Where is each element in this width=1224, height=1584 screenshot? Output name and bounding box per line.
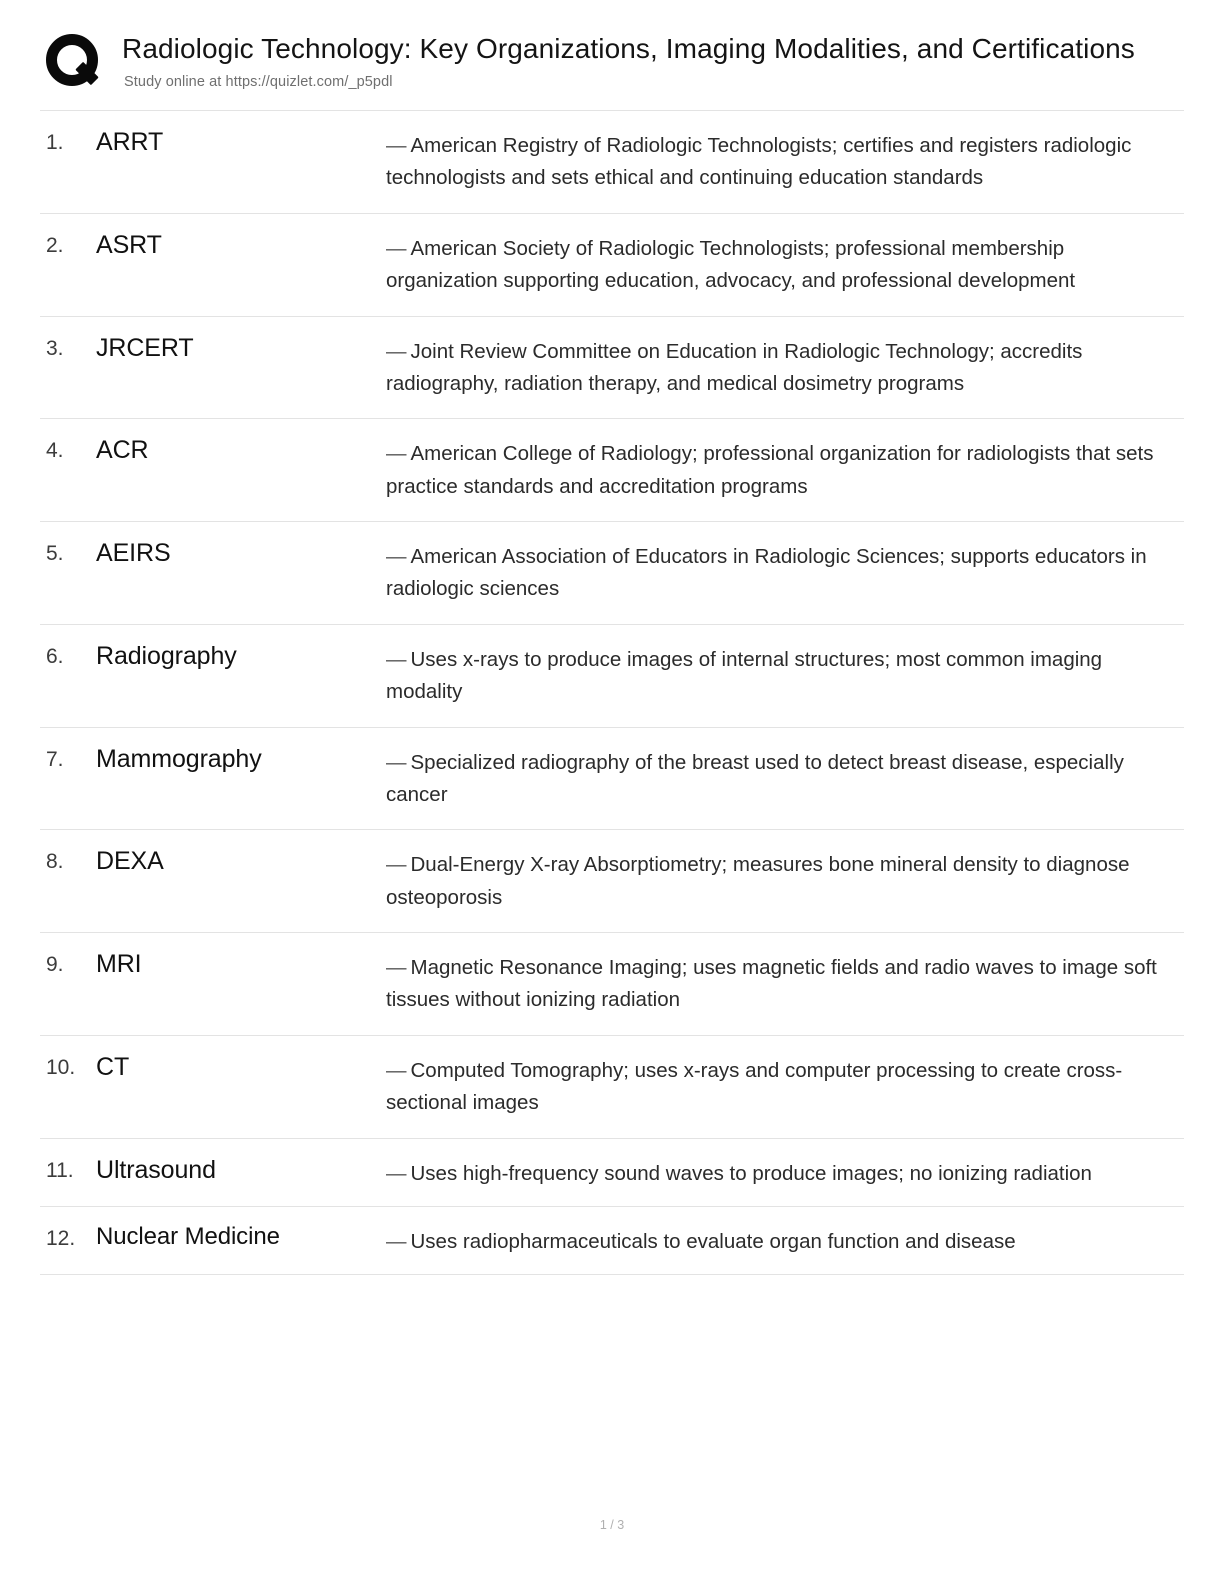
table-row [40, 1139, 1184, 1207]
row-definition [386, 538, 1184, 606]
row-definition [386, 949, 1184, 1017]
em-dash: — [386, 853, 407, 877]
row-term: ACR [96, 436, 149, 465]
table-row [40, 214, 1184, 317]
row-term: Mammography [96, 744, 262, 773]
table-row [40, 830, 1184, 933]
definition-text: Magnetic Resonance Imaging; uses magnetic fields and radio waves to image soft tissues without ionizing radiation [386, 956, 1157, 1012]
row-number: 1. [46, 131, 64, 154]
table-row [40, 111, 1184, 214]
row-definition [386, 230, 1184, 298]
row-number: 10. [46, 1055, 76, 1079]
row-number: 8. [46, 850, 64, 874]
row-definition [386, 641, 1184, 709]
definition-text: Uses x-rays to produce images of internal structures; most common imaging modality [386, 647, 1103, 704]
page-footer: 1 / 3 [599, 1518, 625, 1532]
definition-text: American Registry of Radiologic Technologists; certifies and registers radiologic technologists and sets ethical and continuing education standards [386, 134, 1132, 190]
row-term: DEXA [96, 847, 164, 876]
row-definition [386, 127, 1184, 195]
em-dash: — [386, 1058, 407, 1082]
row-term: MRI [96, 950, 142, 978]
em-dash: — [386, 442, 407, 466]
em-dash: — [386, 1229, 407, 1253]
definition-text: Dual-Energy X-ray Absorptiometry; measures bone mineral density to diagnose osteoporosis [386, 853, 1130, 909]
definition-text: American Association of Educators in Radiologic Sciences; supports educators in radiologic sciences [386, 545, 1147, 601]
row-number: 6. [46, 644, 64, 668]
table-row [40, 728, 1184, 831]
row-number: 5. [46, 542, 64, 565]
table-row [40, 317, 1184, 420]
row-term: ASRT [96, 230, 162, 259]
row-term: ARRT [96, 128, 164, 156]
definition-text: Joint Review Committee on Education in Radiologic Technology; accredits radiography, radiation therapy, and medical dosimetry programs [386, 339, 1083, 395]
flashcard-list [40, 110, 1184, 1275]
study-link[interactable]: Study online at https://quizlet.com/_p5pdl [124, 74, 393, 91]
definition-text: American Society of Radiologic Technologists; professional membership organization supporting education, advocacy, and professional development [386, 236, 1076, 293]
row-definition [386, 333, 1184, 401]
row-term: CT [96, 1052, 130, 1081]
row-number: 2. [46, 233, 64, 257]
em-dash: — [386, 545, 407, 568]
document-header [40, 28, 1184, 98]
row-number: 3. [46, 336, 64, 360]
row-term: Nuclear Medicine [96, 1222, 280, 1250]
row-definition [386, 1155, 1184, 1190]
row-definition [386, 744, 1184, 812]
definition-text: Specialized radiography of the breast used to detect breast disease, especially cancer [386, 750, 1124, 806]
quizlet-q-icon [42, 32, 108, 98]
page-title: Radiologic Technology: Key Organizations, Imaging Modalities, and Certifications [122, 33, 1135, 64]
row-term: AEIRS [96, 539, 171, 567]
row-number: 9. [46, 953, 64, 976]
row-definition [386, 435, 1184, 503]
row-definition [386, 1052, 1184, 1120]
table-row [40, 933, 1184, 1036]
row-number: 12. [46, 1226, 76, 1250]
row-term: JRCERT [96, 333, 194, 362]
definition-text: Computed Tomography; uses x-rays and computer processing to create cross-sectional images [386, 1058, 1123, 1115]
row-number: 7. [46, 747, 64, 771]
em-dash: — [386, 236, 407, 260]
table-row [40, 522, 1184, 625]
em-dash: — [386, 134, 407, 157]
row-definition [386, 1223, 1184, 1258]
em-dash: — [386, 339, 407, 363]
em-dash: — [386, 750, 407, 774]
em-dash: — [386, 956, 407, 979]
row-term: Ultrasound [96, 1155, 216, 1184]
definition-text: American College of Radiology; professional organization for radiologists that sets practice standards and accreditation programs [386, 442, 1154, 498]
table-row [40, 1207, 1184, 1275]
definition-text: Uses high-frequency sound waves to produce images; no ionizing radiation [410, 1161, 1092, 1185]
row-term: Radiography [96, 641, 237, 670]
em-dash: — [386, 1161, 407, 1185]
definition-text: Uses radiopharmaceuticals to evaluate organ function and disease [410, 1229, 1016, 1253]
table-row [40, 625, 1184, 728]
em-dash: — [386, 647, 407, 671]
row-definition [386, 846, 1184, 914]
row-number: 4. [46, 439, 64, 463]
row-number: 11. [46, 1158, 74, 1182]
table-row [40, 1036, 1184, 1139]
table-row [40, 419, 1184, 522]
title-block [122, 28, 1184, 90]
